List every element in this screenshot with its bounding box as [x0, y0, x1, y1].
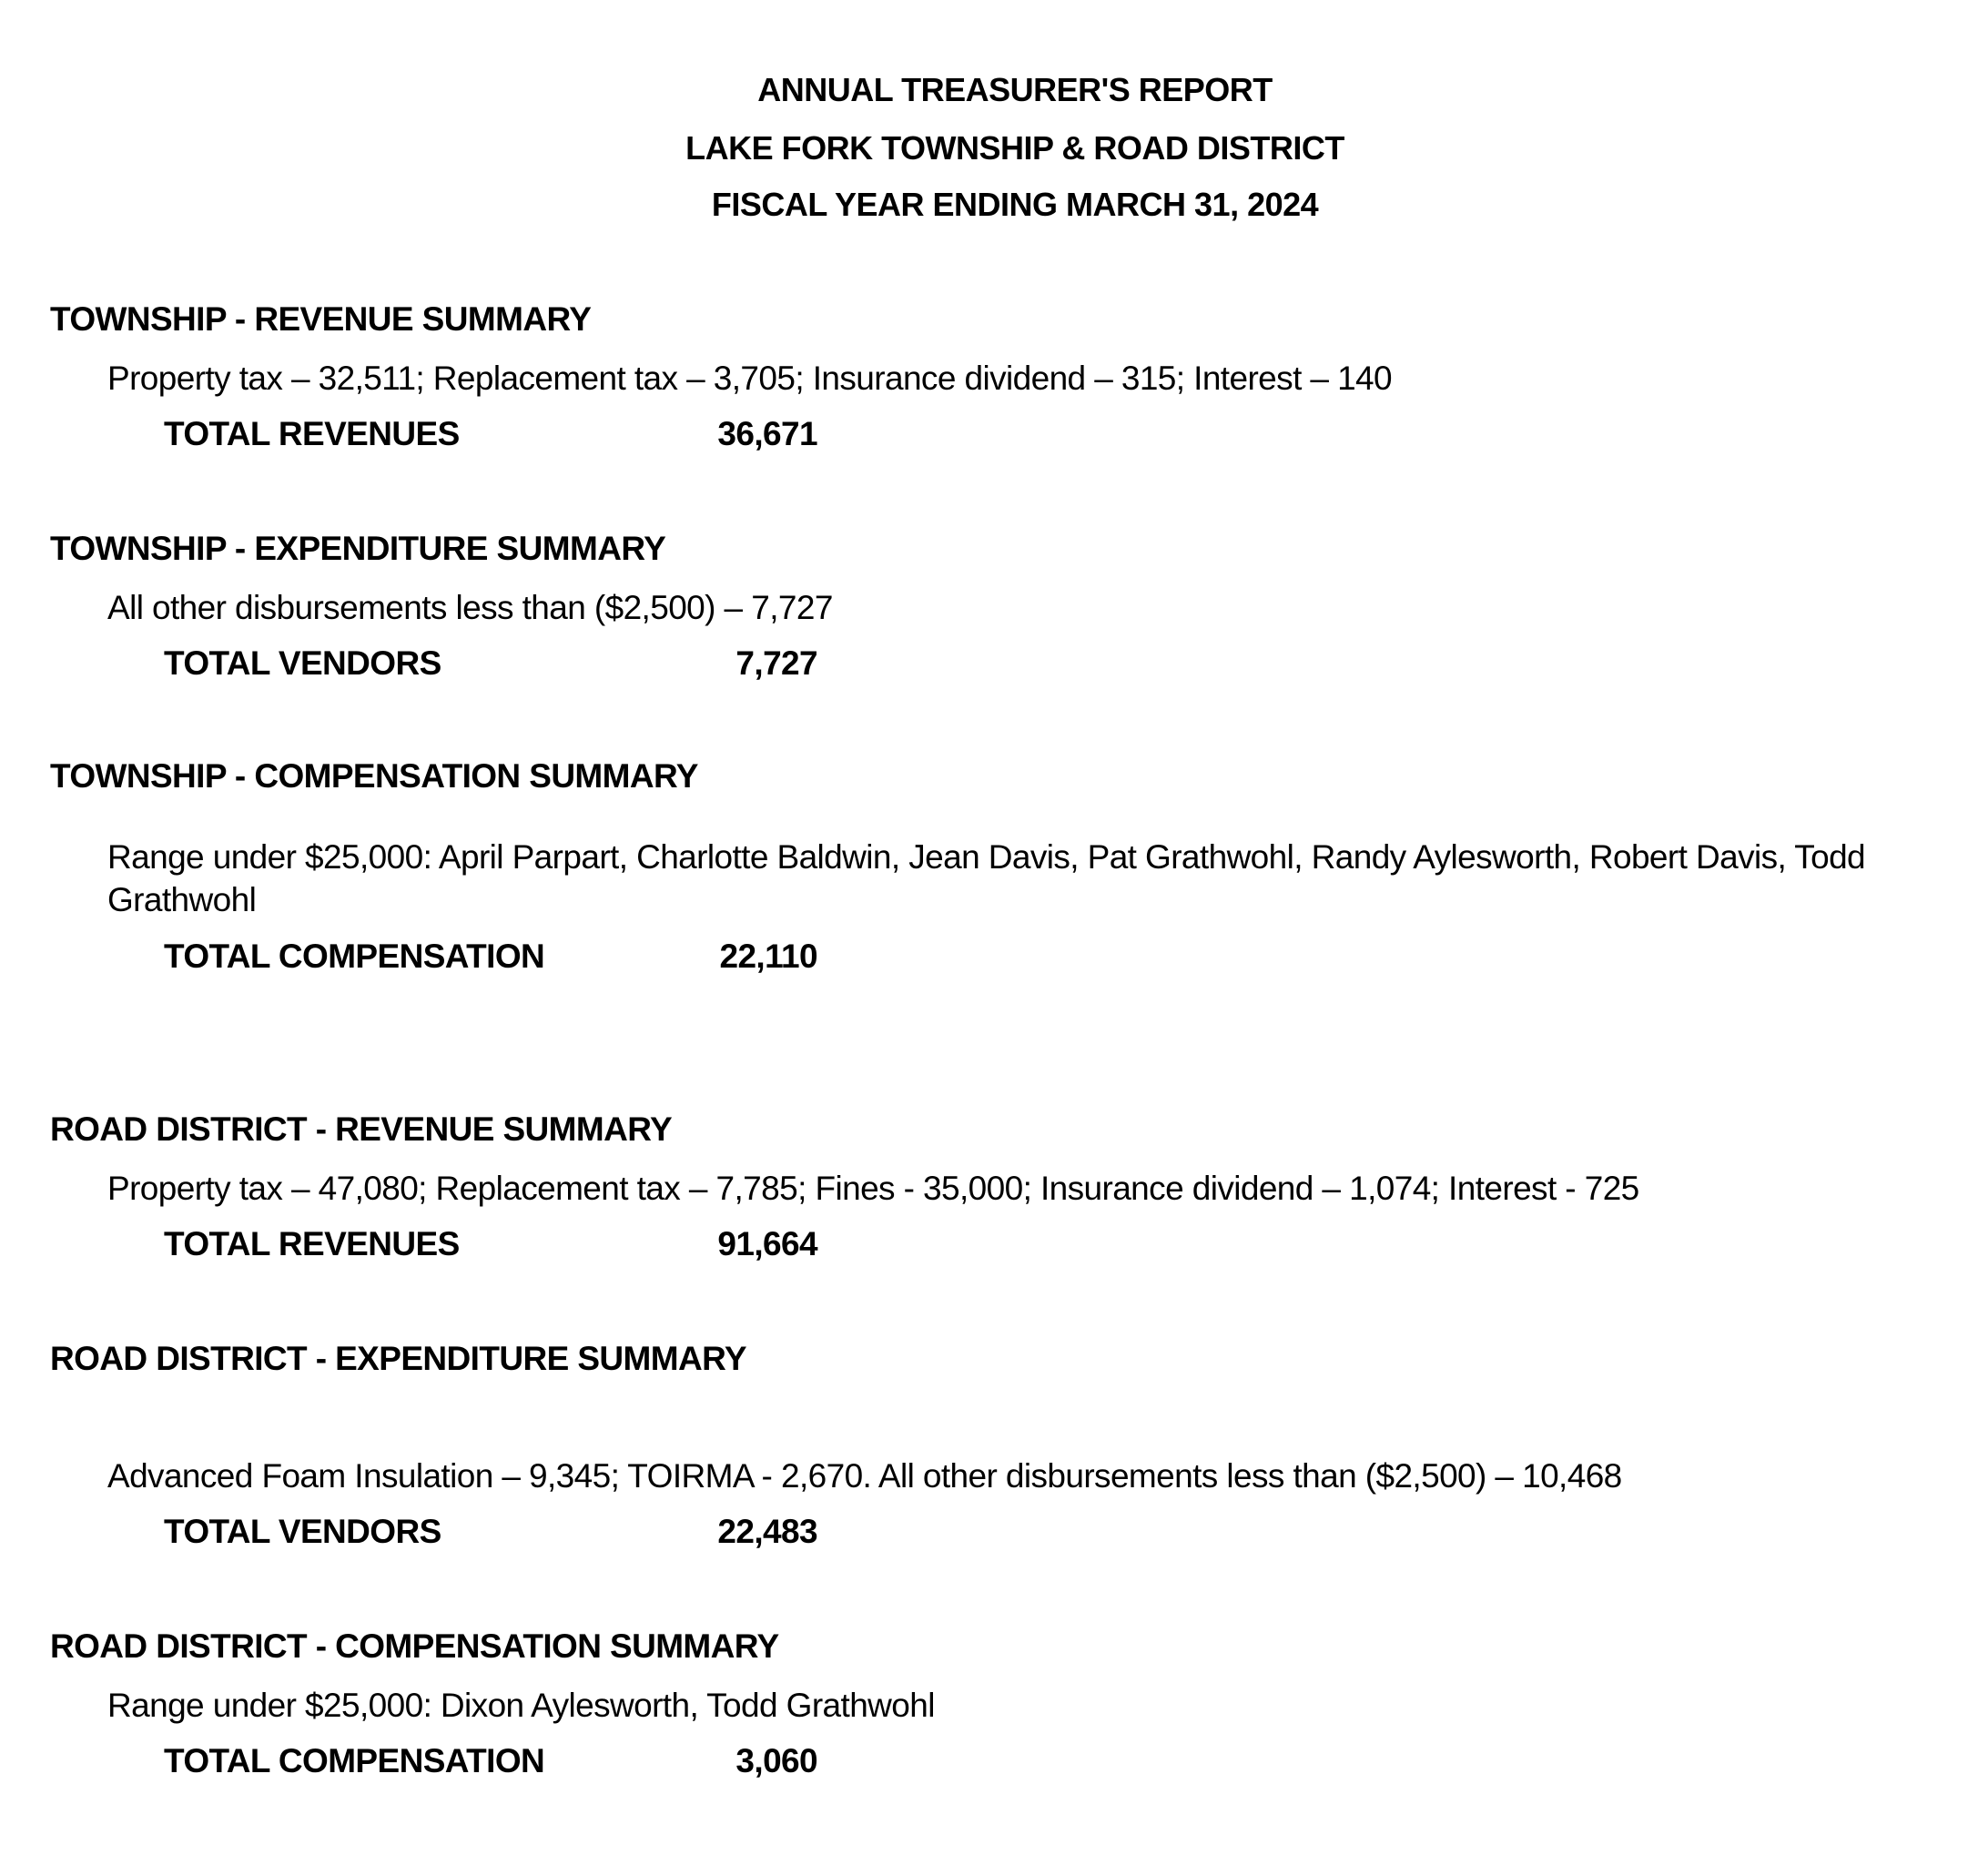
section-heading: TOWNSHIP - COMPENSATION SUMMARY	[50, 757, 698, 795]
section-detail: All other disbursements less than ($2,500) – 7,727	[107, 589, 833, 626]
total-label: TOTAL REVENUES	[164, 415, 460, 452]
section-detail: Range under $25,000: April Parpart, Charlotte Baldwin, Jean Davis, Pat Grathwohl, Randy Aylesworth, Robert Davis, Todd Grathwohl	[107, 838, 1866, 918]
section-heading: TOWNSHIP - REVENUE SUMMARY	[50, 300, 592, 338]
section-detail: Property tax – 47,080; Replacement tax – 7,785; Fines - 35,000; Insurance dividend – 1,074; Interest - 725	[107, 1170, 1639, 1207]
section-detail: Advanced Foam Insulation – 9,345; TOIRMA - 2,670. All other disbursements less than ($2,500) – 10,468	[107, 1457, 1622, 1495]
total-value: 3,060	[735, 1742, 817, 1779]
total-value: 22,110	[719, 938, 817, 975]
section-detail: Property tax – 32,511; Replacement tax – 3,705; Insurance dividend – 315; Interest – 140	[107, 360, 1393, 397]
total-value: 7,727	[735, 644, 817, 682]
total-value: 36,671	[717, 415, 817, 452]
total-label: TOTAL COMPENSATION	[164, 1742, 545, 1779]
total-label: TOTAL VENDORS	[164, 1513, 441, 1550]
section-detail: Range under $25,000: Dixon Aylesworth, Todd Grathwohl	[107, 1687, 935, 1724]
total-label: TOTAL VENDORS	[164, 644, 441, 682]
total-label: TOTAL COMPENSATION	[164, 938, 545, 975]
total-value: 22,483	[717, 1513, 817, 1550]
report-title: ANNUAL TREASURER'S REPORT	[757, 71, 1273, 108]
total-value: 91,664	[717, 1225, 817, 1262]
section-heading: TOWNSHIP - EXPENDITURE SUMMARY	[50, 530, 666, 567]
section-heading: ROAD DISTRICT - COMPENSATION SUMMARY	[50, 1627, 779, 1665]
report-fiscal-year: FISCAL YEAR ENDING MARCH 31, 2024	[711, 186, 1319, 223]
total-label: TOTAL REVENUES	[164, 1225, 460, 1262]
section-heading: ROAD DISTRICT - EXPENDITURE SUMMARY	[50, 1340, 746, 1377]
report-entity: LAKE FORK TOWNSHIP & ROAD DISTRICT	[685, 129, 1344, 167]
section-heading: ROAD DISTRICT - REVENUE SUMMARY	[50, 1110, 673, 1148]
